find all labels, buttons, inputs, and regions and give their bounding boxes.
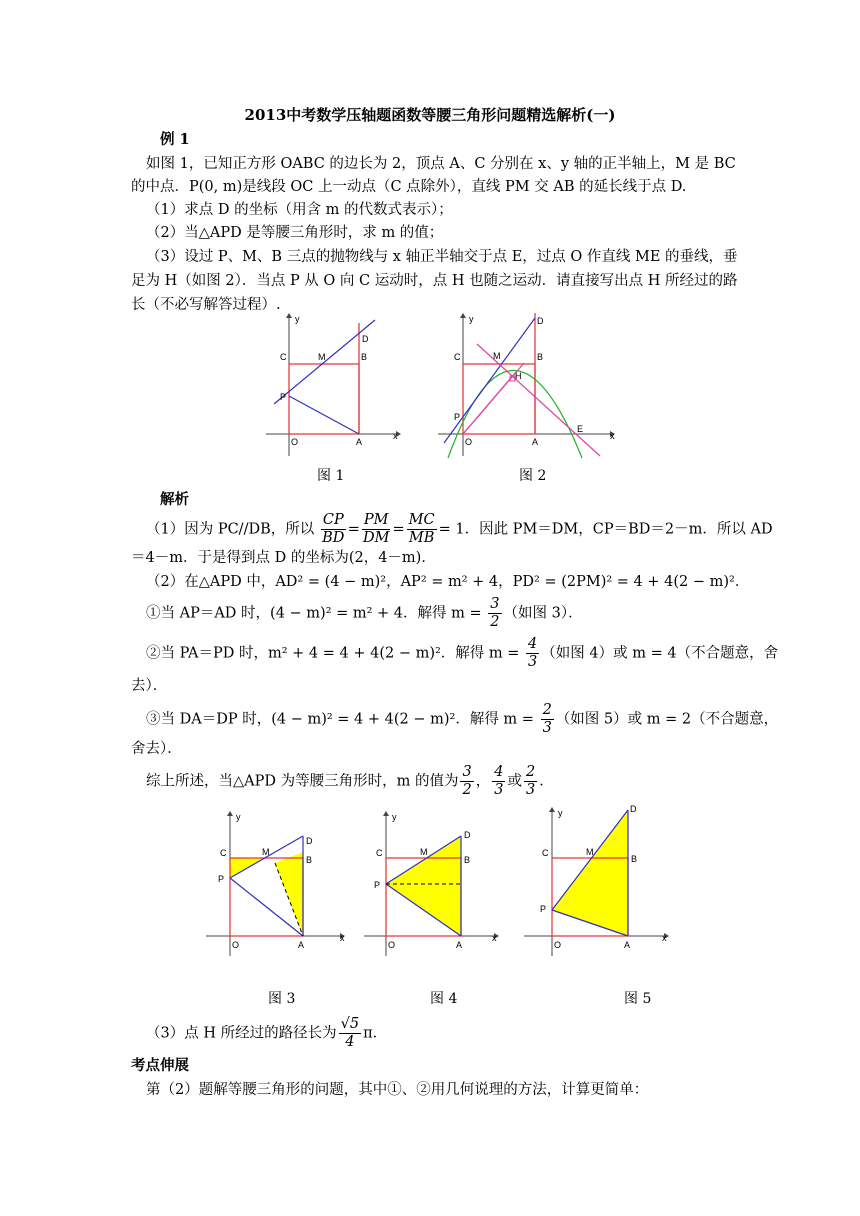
summary: 综上所述，当△APD 为等腰三角形时，m 的值为 $\frac{3}{2}$ ， $\frac{4}{3}$ 或 $\frac{2}{3}$ ． xyxy=(146,764,554,798)
point-o: O xyxy=(291,437,299,447)
svg-text:O: O xyxy=(554,940,562,950)
svg-text:A: A xyxy=(298,940,305,950)
point-h: H xyxy=(515,371,522,381)
question-3-line-2: 足为 H（如图 2）．当点 P 从 O 向 C 运动时，点 H 也随之运动．请直接写出点 H 所经过的路 xyxy=(131,273,738,289)
point-d: D xyxy=(362,334,369,344)
y-axis-label: y xyxy=(295,314,300,324)
svg-text:A: A xyxy=(456,940,463,950)
point-p: P xyxy=(280,392,287,402)
caption-fig-3: 图 3 xyxy=(268,991,296,1007)
svg-text:O: O xyxy=(232,940,240,950)
x-axis-label: x xyxy=(393,431,398,441)
svg-text:x: x xyxy=(662,933,667,943)
svg-text:M: M xyxy=(586,847,594,857)
svg-text:D: D xyxy=(537,316,544,326)
svg-text:C: C xyxy=(542,848,549,858)
case-3: ③当 DA＝DP 时，(4 − m)² = 4 + 4(2 − m)²．解得 m = $\frac{2}{3}$ （如图 5）或 m = 2（不合题意， xyxy=(146,702,779,736)
svg-text:B: B xyxy=(537,352,544,362)
problem-line-2: 的中点．P(0, m)是线段 OC 上一动点（C 点除外），直线 PM 交 AB 的延长线于点 D. xyxy=(131,179,687,195)
svg-text:O: O xyxy=(465,437,473,447)
svg-text:C: C xyxy=(376,848,383,858)
svg-text:B: B xyxy=(631,854,638,864)
solution-part-2: （2）在△APD 中，AD² = (4 − m)²，AP² = m² + 4，PD² = (2PM)² = 4 + 4(2 − m)²． xyxy=(146,574,750,590)
analysis-label: 解析 xyxy=(160,491,189,508)
svg-text:D: D xyxy=(630,804,637,814)
svg-text:B: B xyxy=(306,855,313,865)
problem-line-1: 如图 1，已知正方形 OABC 的边长为 2，顶点 A、C 分别在 x、y 轴的正半轴上，M 是 BC xyxy=(146,156,736,172)
svg-text:O: O xyxy=(388,940,396,950)
solution-part-3: （3）点 H 所经过的路径长为 $\frac{√5}{4}$ π． xyxy=(146,1016,388,1050)
solution-part-1-line-2: ＝4－m．于是得到点 D 的坐标为(2，4－m)． xyxy=(131,550,436,566)
svg-text:P: P xyxy=(540,904,547,914)
extension-text: 第（2）题解等腰三角形的问题，其中①、②用几何说理的方法，计算更简单： xyxy=(146,1082,649,1098)
svg-text:y: y xyxy=(469,314,474,324)
svg-text:A: A xyxy=(624,940,631,950)
question-3-line-3: 长（不必写解答过程）. xyxy=(131,297,281,313)
caption-fig-1: 图 1 xyxy=(317,468,345,484)
question-2: （2）当△APD 是等腰三角形时，求 m 的值； xyxy=(146,225,444,241)
svg-text:D: D xyxy=(306,836,313,846)
svg-text:A: A xyxy=(532,437,539,447)
extension-label: 考点伸展 xyxy=(131,1057,189,1074)
figure-2 xyxy=(432,308,622,458)
page-title: 2013中考数学压轴题函数等腰三角形问题精选解析(一) xyxy=(244,106,616,124)
question-1: （1）求点 D 的坐标（用含 m 的代数式表示）； xyxy=(146,202,453,218)
svg-text:P: P xyxy=(218,874,225,884)
caption-fig-2: 图 2 xyxy=(519,468,547,484)
example-label: 例 1 xyxy=(160,131,190,148)
point-e: E xyxy=(577,424,584,434)
svg-text:M: M xyxy=(420,847,428,857)
question-3-line-1: （3）设过 P、M、B 三点的抛物线与 x 轴正半轴交于点 E，过点 O 作直线 ME 的垂线，垂 xyxy=(146,249,738,265)
caption-fig-4: 图 4 xyxy=(430,991,458,1007)
figure-5 xyxy=(518,800,678,960)
svg-text:x: x xyxy=(340,933,345,943)
svg-text:x: x xyxy=(610,431,615,441)
point-a: A xyxy=(356,437,363,447)
svg-text:D: D xyxy=(464,830,471,840)
svg-text:x: x xyxy=(492,933,497,943)
case-1: ①当 AP＝AD 时，(4 − m)² = m² + 4．解得 m = $\frac{3}{2}$ （如图 3）． xyxy=(146,596,583,630)
point-b: B xyxy=(361,352,368,362)
svg-text:y: y xyxy=(558,808,563,818)
figure-3 xyxy=(200,808,360,958)
svg-text:y: y xyxy=(392,812,397,822)
case-2: ②当 PA＝PD 时，m² + 4 = 4 + 4(2 − m)²．解得 m = $\frac{4}{3}$ （如图 4）或 m = 4（不合题意，舍 xyxy=(146,636,779,670)
figure-1 xyxy=(260,308,410,458)
svg-text:B: B xyxy=(464,855,471,865)
svg-text:P: P xyxy=(454,412,461,422)
svg-text:y: y xyxy=(236,812,241,822)
svg-text:M: M xyxy=(262,847,270,857)
figure-4 xyxy=(358,808,508,958)
caption-fig-5: 图 5 xyxy=(624,991,652,1007)
svg-text:C: C xyxy=(454,352,461,362)
case-3-line-2: 舍去）． xyxy=(131,741,182,757)
solution-part-1: （1）因为 PC//DB，所以 $\frac{CP}{BD}$ = $\frac{PM}{DM}$ = $\frac{MC}{MB}$ = 1．因此 PM＝DM，CP＝BD＝2－m．所以 AD xyxy=(146,512,773,546)
svg-text:C: C xyxy=(220,848,227,858)
case-2-line-2: 去）． xyxy=(131,678,168,694)
svg-text:M: M xyxy=(493,351,501,361)
point-m: M xyxy=(318,352,326,362)
svg-text:P: P xyxy=(374,880,381,890)
point-c: C xyxy=(280,352,287,362)
